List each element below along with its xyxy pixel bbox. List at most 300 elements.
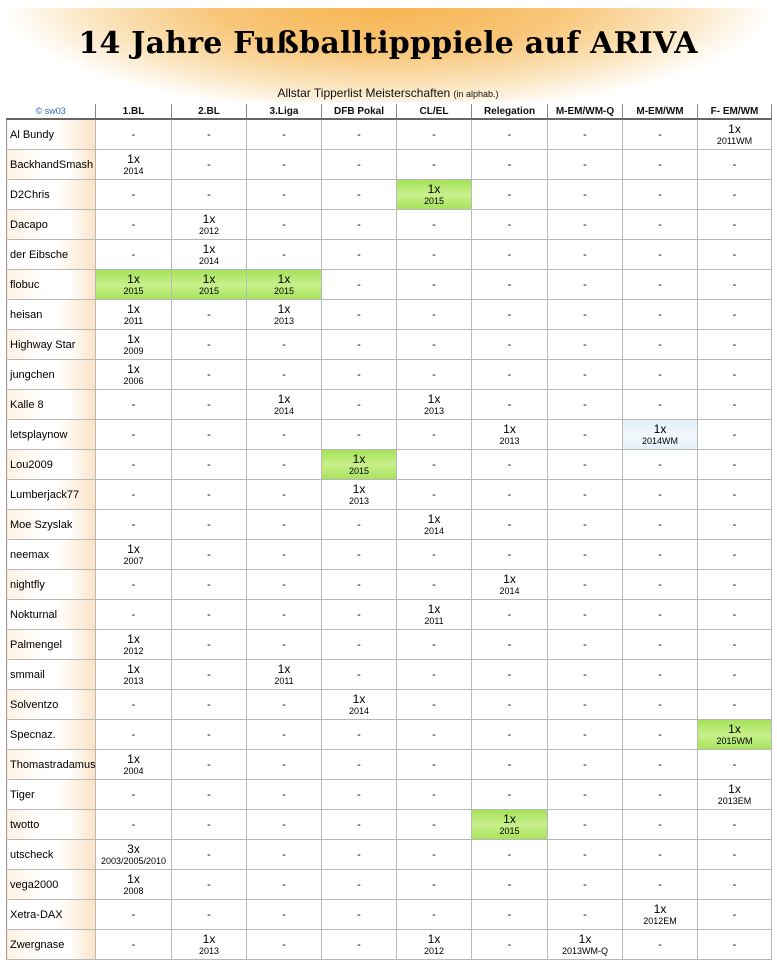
title-count: 1x (277, 392, 291, 406)
empty-cell (472, 780, 548, 810)
empty-cell (623, 660, 698, 690)
empty-mark: - (207, 428, 211, 441)
empty-mark: - (583, 158, 587, 171)
empty-mark: - (658, 938, 662, 951)
title-year: 2013 (273, 316, 295, 326)
empty-cell (322, 900, 397, 930)
empty-cell (96, 420, 172, 450)
empty-cell (548, 480, 623, 510)
empty-mark: - (357, 278, 361, 291)
empty-mark: - (658, 518, 662, 531)
empty-mark: - (207, 788, 211, 801)
empty-cell (698, 630, 772, 660)
empty-cell (247, 780, 322, 810)
empty-mark: - (357, 128, 361, 141)
title-cell (472, 810, 548, 840)
empty-cell (322, 810, 397, 840)
title-cell (322, 450, 397, 480)
empty-cell (472, 870, 548, 900)
empty-cell (322, 720, 397, 750)
empty-cell (397, 870, 472, 900)
empty-mark: - (507, 458, 512, 471)
empty-cell (322, 180, 397, 210)
empty-mark: - (432, 848, 436, 861)
empty-cell (172, 750, 247, 780)
player-name: Kalle 8 (7, 390, 96, 420)
empty-mark: - (357, 848, 361, 861)
title-count: 1x (728, 122, 741, 136)
table-row (7, 210, 772, 240)
empty-cell (96, 510, 172, 540)
empty-mark: - (507, 608, 512, 621)
empty-mark: - (583, 368, 587, 381)
title-year: 2012 (123, 646, 144, 656)
empty-cell (698, 840, 772, 870)
empty-mark: - (357, 578, 361, 591)
table-row (7, 360, 772, 390)
empty-cell (472, 450, 548, 480)
empty-cell (548, 570, 623, 600)
title-cell (247, 390, 322, 420)
title-cell (548, 930, 623, 960)
header-row (7, 104, 772, 119)
page-title: 14 Jahre Fußballtipppiele auf ARIVA (78, 26, 698, 61)
empty-mark: - (357, 158, 361, 171)
empty-cell (172, 450, 247, 480)
empty-mark: - (282, 938, 286, 951)
empty-mark: - (732, 188, 737, 201)
title-year: 2012EM (643, 916, 677, 926)
empty-mark: - (131, 608, 136, 621)
empty-mark: - (507, 218, 512, 231)
empty-mark: - (732, 158, 737, 171)
empty-mark: - (507, 488, 512, 501)
empty-mark: - (131, 218, 136, 231)
empty-cell (397, 150, 472, 180)
empty-mark: - (732, 638, 737, 651)
empty-cell (96, 600, 172, 630)
empty-mark: - (732, 938, 737, 951)
empty-mark: - (583, 428, 587, 441)
title-count: 1x (352, 452, 366, 466)
column-header: M-EM/WM-Q (548, 104, 623, 119)
empty-mark: - (732, 548, 737, 561)
empty-mark: - (207, 818, 211, 831)
table-row (7, 390, 772, 420)
empty-mark: - (507, 638, 512, 651)
empty-mark: - (432, 338, 436, 351)
empty-cell (247, 360, 322, 390)
title-cell (698, 119, 772, 150)
title-year: 2011 (274, 676, 294, 686)
empty-mark: - (583, 458, 587, 471)
title-year: 2008 (123, 886, 144, 896)
empty-cell (623, 210, 698, 240)
title-year: 2015 (423, 196, 445, 206)
table-row (7, 480, 772, 510)
empty-cell (322, 660, 397, 690)
empty-mark: - (507, 128, 512, 141)
empty-mark: - (432, 218, 436, 231)
title-cell (172, 210, 247, 240)
empty-mark: - (583, 848, 587, 861)
title-year: 2006 (123, 376, 144, 386)
empty-mark: - (282, 818, 286, 831)
empty-cell (472, 690, 548, 720)
title-year: 2013WM-Q (561, 946, 608, 956)
table-row (7, 420, 772, 450)
empty-mark: - (507, 758, 512, 771)
title-cell (172, 240, 247, 270)
empty-mark: - (732, 848, 737, 861)
player-name: Al Bundy (7, 119, 96, 150)
empty-cell (397, 840, 472, 870)
empty-mark: - (432, 818, 436, 831)
empty-mark: - (583, 728, 587, 741)
empty-cell (698, 300, 772, 330)
empty-mark: - (131, 698, 136, 711)
title-count: 1x (427, 602, 441, 616)
title-year: 2013 (423, 406, 445, 416)
empty-cell (322, 360, 397, 390)
title-cell (322, 480, 397, 510)
empty-cell (96, 810, 172, 840)
title-year: 2011WM (716, 136, 753, 146)
empty-mark: - (732, 488, 737, 501)
empty-mark: - (207, 518, 211, 531)
empty-cell (322, 150, 397, 180)
title-count: 1x (503, 422, 516, 436)
empty-cell (548, 240, 623, 270)
empty-cell (623, 750, 698, 780)
empty-mark: - (658, 488, 662, 501)
empty-mark: - (207, 458, 211, 471)
empty-cell (397, 570, 472, 600)
empty-mark: - (357, 608, 361, 621)
empty-cell (698, 270, 772, 300)
empty-cell (247, 510, 322, 540)
title-count: 1x (202, 272, 216, 286)
title-year: 2013 (499, 436, 520, 446)
empty-mark: - (732, 518, 737, 531)
table-row (7, 780, 772, 810)
column-header: 1.BL (96, 104, 172, 119)
title-count: 1x (127, 632, 140, 646)
empty-mark: - (658, 638, 662, 651)
empty-mark: - (507, 188, 512, 201)
empty-cell (397, 630, 472, 660)
empty-mark: - (583, 638, 587, 651)
title-count: 1x (277, 302, 291, 316)
table-row (7, 750, 772, 780)
empty-mark: - (507, 338, 512, 351)
empty-mark: - (507, 848, 512, 861)
empty-mark: - (658, 398, 662, 411)
empty-cell (96, 480, 172, 510)
title-cell (96, 630, 172, 660)
table-row (7, 630, 772, 660)
empty-cell (322, 840, 397, 870)
title-count: 1x (352, 482, 366, 496)
empty-mark: - (732, 308, 737, 321)
empty-cell (472, 840, 548, 870)
empty-cell (698, 420, 772, 450)
title-count: 1x (127, 332, 140, 346)
empty-cell (96, 780, 172, 810)
empty-mark: - (357, 308, 361, 321)
empty-mark: - (432, 488, 436, 501)
empty-cell (548, 750, 623, 780)
empty-cell (247, 119, 322, 150)
empty-mark: - (131, 428, 136, 441)
empty-mark: - (357, 188, 361, 201)
empty-cell (322, 630, 397, 660)
empty-cell (322, 540, 397, 570)
title-cell (397, 930, 472, 960)
title-cell (96, 300, 172, 330)
empty-cell (623, 360, 698, 390)
column-header: 3.Liga (247, 104, 322, 119)
empty-cell (472, 750, 548, 780)
empty-cell (623, 540, 698, 570)
empty-mark: - (658, 578, 662, 591)
empty-mark: - (732, 578, 737, 591)
empty-cell (322, 750, 397, 780)
empty-mark: - (207, 878, 211, 891)
empty-cell (472, 390, 548, 420)
empty-cell (548, 690, 623, 720)
title-year: 2014 (273, 406, 295, 416)
title-count: 3x (127, 842, 140, 856)
empty-mark: - (507, 908, 512, 921)
player-name: nightfly (7, 570, 96, 600)
empty-cell (322, 300, 397, 330)
empty-mark: - (282, 878, 286, 891)
title-count: 1x (202, 932, 216, 946)
empty-mark: - (432, 278, 436, 291)
empty-cell (472, 480, 548, 510)
empty-cell (548, 119, 623, 150)
empty-mark: - (282, 848, 286, 861)
title-cell (96, 840, 172, 870)
empty-mark: - (357, 938, 361, 951)
empty-mark: - (732, 608, 737, 621)
empty-mark: - (507, 938, 512, 951)
empty-cell (247, 420, 322, 450)
empty-cell (397, 240, 472, 270)
empty-mark: - (732, 428, 737, 441)
player-name: utscheck (7, 840, 96, 870)
empty-mark: - (282, 608, 286, 621)
empty-cell (172, 870, 247, 900)
empty-cell (623, 690, 698, 720)
empty-mark: - (131, 938, 136, 951)
table-row (7, 600, 772, 630)
empty-cell (472, 180, 548, 210)
empty-cell (623, 930, 698, 960)
empty-mark: - (658, 548, 662, 561)
empty-mark: - (131, 398, 136, 411)
title-count: 1x (202, 212, 216, 226)
title-cell (96, 360, 172, 390)
empty-mark: - (207, 668, 211, 681)
player-name: Lumberjack77 (7, 480, 96, 510)
empty-mark: - (131, 728, 136, 741)
empty-cell (623, 810, 698, 840)
empty-mark: - (131, 788, 136, 801)
player-name: letsplaynow (7, 420, 96, 450)
empty-mark: - (658, 698, 662, 711)
player-name: Moe Szyslak (7, 510, 96, 540)
empty-cell (698, 360, 772, 390)
title-cell (96, 750, 172, 780)
empty-cell (698, 900, 772, 930)
empty-cell (247, 720, 322, 750)
empty-cell (548, 270, 623, 300)
empty-cell (322, 210, 397, 240)
empty-mark: - (658, 668, 662, 681)
empty-cell (322, 270, 397, 300)
title-count: 1x (127, 272, 140, 286)
player-name: smmail (7, 660, 96, 690)
empty-mark: - (432, 728, 436, 741)
column-header: DFB Pokal (322, 104, 397, 119)
empty-mark: - (583, 128, 587, 141)
empty-cell (172, 570, 247, 600)
empty-mark: - (432, 158, 436, 171)
empty-mark: - (207, 158, 211, 171)
empty-cell (397, 900, 472, 930)
title-cell (397, 510, 472, 540)
empty-mark: - (357, 788, 361, 801)
title-cell (96, 270, 172, 300)
empty-mark: - (207, 398, 211, 411)
empty-mark: - (583, 608, 587, 621)
empty-mark: - (432, 368, 436, 381)
empty-cell (623, 510, 698, 540)
empty-cell (698, 510, 772, 540)
empty-cell (397, 420, 472, 450)
empty-cell (247, 630, 322, 660)
empty-cell (698, 750, 772, 780)
empty-mark: - (583, 668, 587, 681)
title-cell (96, 330, 172, 360)
empty-cell (96, 570, 172, 600)
empty-mark: - (432, 788, 436, 801)
empty-mark: - (507, 668, 512, 681)
empty-cell (472, 210, 548, 240)
empty-cell (96, 690, 172, 720)
player-name: Specnaz. (7, 720, 96, 750)
title-year: 2014 (198, 256, 220, 266)
table-row (7, 270, 772, 300)
subtitle-note: (in alphab.) (453, 89, 499, 99)
empty-cell (172, 330, 247, 360)
page-subtitle (6, 86, 770, 100)
empty-cell (397, 480, 472, 510)
empty-mark: - (732, 878, 737, 891)
empty-mark: - (732, 908, 737, 921)
title-count: 1x (503, 812, 516, 826)
table-row (7, 810, 772, 840)
empty-mark: - (357, 338, 361, 351)
empty-cell (96, 180, 172, 210)
empty-cell (472, 630, 548, 660)
empty-mark: - (207, 638, 211, 651)
empty-mark: - (507, 398, 512, 411)
empty-cell (698, 210, 772, 240)
empty-mark: - (282, 338, 286, 351)
empty-cell (548, 180, 623, 210)
empty-cell (698, 870, 772, 900)
title-cell (698, 720, 772, 750)
empty-cell (172, 690, 247, 720)
empty-cell (698, 690, 772, 720)
empty-mark: - (658, 758, 662, 771)
empty-cell (96, 900, 172, 930)
empty-cell (472, 930, 548, 960)
empty-mark: - (507, 518, 512, 531)
title-year: 2007 (123, 556, 144, 566)
empty-mark: - (658, 188, 662, 201)
empty-cell (623, 570, 698, 600)
empty-mark: - (282, 428, 286, 441)
empty-cell (247, 600, 322, 630)
title-count: 1x (127, 152, 140, 166)
empty-mark: - (583, 788, 587, 801)
title-cell (623, 900, 698, 930)
empty-mark: - (658, 158, 662, 171)
empty-cell (548, 600, 623, 630)
empty-mark: - (432, 878, 436, 891)
empty-mark: - (507, 248, 512, 261)
table-row (7, 720, 772, 750)
empty-mark: - (207, 308, 211, 321)
player-name: Lou2009 (7, 450, 96, 480)
empty-mark: - (507, 698, 512, 711)
table-row (7, 300, 772, 330)
title-cell (472, 420, 548, 450)
empty-cell (623, 150, 698, 180)
title-cell (96, 870, 172, 900)
empty-cell (247, 840, 322, 870)
empty-cell (472, 900, 548, 930)
player-name: BackhandSmash (7, 150, 96, 180)
empty-cell (698, 480, 772, 510)
table-row (7, 240, 772, 270)
empty-mark: - (658, 608, 662, 621)
title-cell (96, 660, 172, 690)
table-row (7, 540, 772, 570)
column-header: F- EM/WM (698, 104, 772, 119)
empty-mark: - (282, 368, 286, 381)
empty-mark: - (432, 638, 436, 651)
empty-mark: - (357, 398, 361, 411)
player-name: vega2000 (7, 870, 96, 900)
empty-mark: - (432, 578, 436, 591)
empty-cell (247, 750, 322, 780)
empty-mark: - (583, 218, 587, 231)
player-name: flobuc (7, 270, 96, 300)
empty-cell (247, 180, 322, 210)
empty-mark: - (131, 128, 136, 141)
empty-mark: - (732, 338, 737, 351)
title-year: 2011 (123, 316, 144, 326)
empty-mark: - (357, 368, 361, 381)
title-year: 2013 (348, 496, 370, 506)
empty-mark: - (207, 698, 211, 711)
empty-mark: - (282, 728, 286, 741)
